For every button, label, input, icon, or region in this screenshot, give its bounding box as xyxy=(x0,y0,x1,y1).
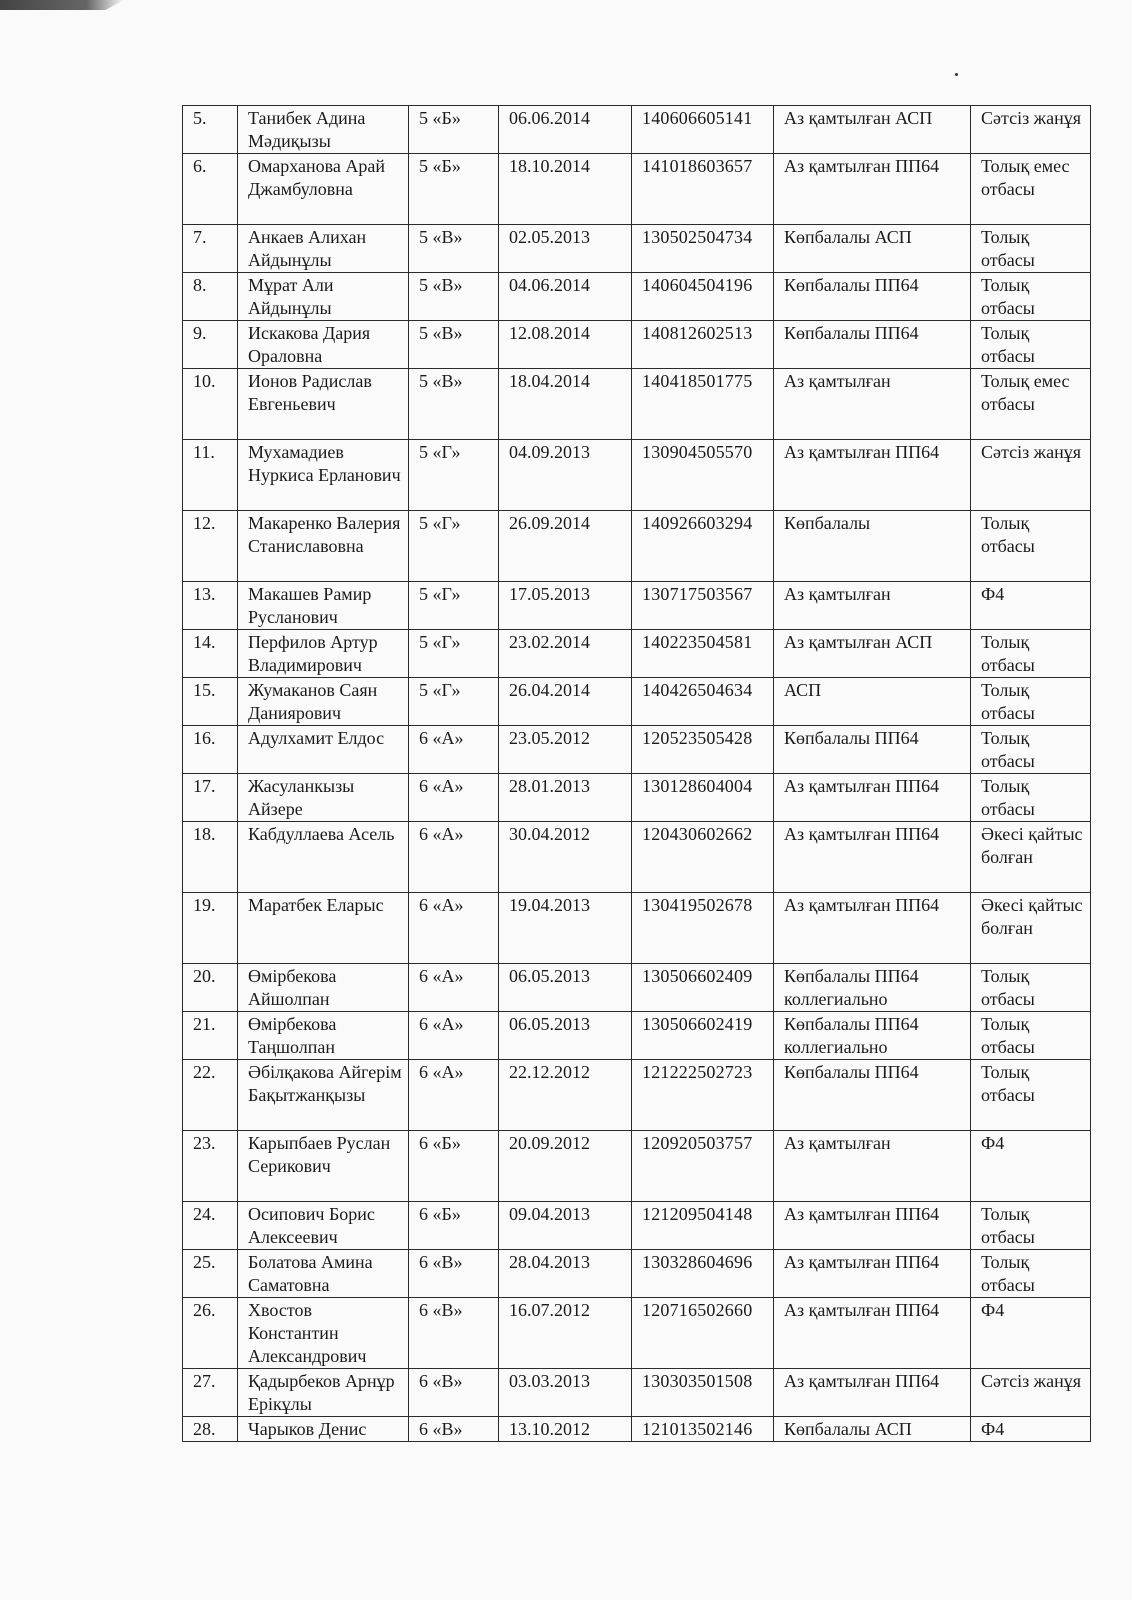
student-name: Чарыков Денис xyxy=(238,1417,409,1442)
social-status: Аз қамтылған ПП64 xyxy=(774,774,971,822)
student-name: Перфилов Артур Владимирович xyxy=(238,630,409,678)
family-status: Ф4 xyxy=(971,582,1091,630)
class-grade: 6 «А» xyxy=(409,964,499,1012)
social-status: Көпбалалы xyxy=(774,511,971,582)
iin-number: 130506602409 xyxy=(632,964,774,1012)
table-row xyxy=(183,1250,1091,1298)
family-status: Әкесі қайтыс болған xyxy=(971,893,1091,964)
iin-number: 140812602513 xyxy=(632,321,774,369)
student-name: Әбілқакова Айгерім Бақытжанқызы xyxy=(238,1060,409,1131)
birth-date: 18.10.2014 xyxy=(499,154,632,225)
birth-date: 26.09.2014 xyxy=(499,511,632,582)
family-status: Толық отбасы xyxy=(971,511,1091,582)
table-row xyxy=(183,678,1091,726)
social-status: Көпбалалы ПП64 xyxy=(774,726,971,774)
table-row xyxy=(183,774,1091,822)
row-number: 18. xyxy=(183,822,238,893)
social-status: Көпбалалы ПП64 xyxy=(774,321,971,369)
class-grade: 5 «В» xyxy=(409,369,499,440)
table-row xyxy=(183,1369,1091,1417)
birth-date: 30.04.2012 xyxy=(499,822,632,893)
table-row xyxy=(183,154,1091,225)
iin-number: 141018603657 xyxy=(632,154,774,225)
birth-date: 16.07.2012 xyxy=(499,1298,632,1369)
birth-date: 26.04.2014 xyxy=(499,678,632,726)
row-number: 19. xyxy=(183,893,238,964)
social-status: Көпбалалы ПП64 xyxy=(774,273,971,321)
social-status: Аз қамтылған ПП64 xyxy=(774,822,971,893)
iin-number: 120430602662 xyxy=(632,822,774,893)
family-status: Толық отбасы xyxy=(971,678,1091,726)
row-number: 23. xyxy=(183,1131,238,1202)
class-grade: 5 «В» xyxy=(409,225,499,273)
table-row xyxy=(183,106,1091,154)
family-status: Ф4 xyxy=(971,1417,1091,1442)
social-status: Аз қамтылған АСП xyxy=(774,106,971,154)
class-grade: 6 «В» xyxy=(409,1298,499,1369)
family-status: Ф4 xyxy=(971,1298,1091,1369)
class-grade: 5 «Г» xyxy=(409,630,499,678)
row-number: 27. xyxy=(183,1369,238,1417)
student-name: Мұрат Али Айдынұлы xyxy=(238,273,409,321)
social-status: Көпбалалы ПП64 xyxy=(774,1060,971,1131)
family-status: Толық отбасы xyxy=(971,273,1091,321)
birth-date: 06.06.2014 xyxy=(499,106,632,154)
social-status: Аз қамтылған xyxy=(774,369,971,440)
birth-date: 18.04.2014 xyxy=(499,369,632,440)
family-status: Толық отбасы xyxy=(971,1250,1091,1298)
iin-number: 140926603294 xyxy=(632,511,774,582)
social-status: Аз қамтылған ПП64 xyxy=(774,154,971,225)
row-number: 5. xyxy=(183,106,238,154)
scan-speck xyxy=(955,73,958,76)
class-grade: 5 «Г» xyxy=(409,440,499,511)
table-row xyxy=(183,321,1091,369)
class-grade: 6 «В» xyxy=(409,1417,499,1442)
row-number: 12. xyxy=(183,511,238,582)
row-number: 22. xyxy=(183,1060,238,1131)
social-status: Аз қамтылған ПП64 xyxy=(774,1250,971,1298)
birth-date: 17.05.2013 xyxy=(499,582,632,630)
table-row xyxy=(183,893,1091,964)
class-grade: 6 «А» xyxy=(409,1060,499,1131)
student-name: Мухамадиев Нуркиса Ерланович xyxy=(238,440,409,511)
family-status: Сәтсіз жанұя xyxy=(971,440,1091,511)
student-name: Өмірбекова Таңшолпан xyxy=(238,1012,409,1060)
birth-date: 09.04.2013 xyxy=(499,1202,632,1250)
student-name: Макашев Рамир Русланович xyxy=(238,582,409,630)
iin-number: 120523505428 xyxy=(632,726,774,774)
birth-date: 03.03.2013 xyxy=(499,1369,632,1417)
social-status: Аз қамтылған ПП64 xyxy=(774,1202,971,1250)
row-number: 14. xyxy=(183,630,238,678)
social-status: Көпбалалы АСП xyxy=(774,1417,971,1442)
social-status: Көпбалалы АСП xyxy=(774,225,971,273)
social-status: Аз қамтылған xyxy=(774,1131,971,1202)
birth-date: 04.06.2014 xyxy=(499,273,632,321)
student-name: Искакова Дария Ораловна xyxy=(238,321,409,369)
table-row xyxy=(183,822,1091,893)
student-register-table xyxy=(182,105,1091,1442)
student-name: Карыпбаев Руслан Серикович xyxy=(238,1131,409,1202)
family-status: Ф4 xyxy=(971,1131,1091,1202)
family-status: Толық отбасы xyxy=(971,630,1091,678)
class-grade: 6 «В» xyxy=(409,1250,499,1298)
table-row xyxy=(183,1417,1091,1442)
iin-number: 121013502146 xyxy=(632,1417,774,1442)
family-status: Әкесі қайтыс болған xyxy=(971,822,1091,893)
class-grade: 5 «Б» xyxy=(409,106,499,154)
table-row xyxy=(183,511,1091,582)
student-name: Танибек Адина Мәдиқызы xyxy=(238,106,409,154)
family-status: Толық отбасы xyxy=(971,1012,1091,1060)
row-number: 10. xyxy=(183,369,238,440)
iin-number: 121209504148 xyxy=(632,1202,774,1250)
iin-number: 121222502723 xyxy=(632,1060,774,1131)
table-row xyxy=(183,726,1091,774)
iin-number: 120716502660 xyxy=(632,1298,774,1369)
student-name: Жасуланкызы Айзере xyxy=(238,774,409,822)
iin-number: 130128604004 xyxy=(632,774,774,822)
social-status: Аз қамтылған xyxy=(774,582,971,630)
social-status: Көпбалалы ПП64 коллегиально xyxy=(774,964,971,1012)
student-name: Қадырбеков Арнұр Ерікұлы xyxy=(238,1369,409,1417)
class-grade: 6 «А» xyxy=(409,822,499,893)
class-grade: 6 «Б» xyxy=(409,1131,499,1202)
birth-date: 28.01.2013 xyxy=(499,774,632,822)
row-number: 17. xyxy=(183,774,238,822)
table-row xyxy=(183,1012,1091,1060)
social-status: Аз қамтылған АСП xyxy=(774,630,971,678)
row-number: 11. xyxy=(183,440,238,511)
table-row xyxy=(183,1060,1091,1131)
social-status: Көпбалалы ПП64 коллегиально xyxy=(774,1012,971,1060)
class-grade: 6 «А» xyxy=(409,1012,499,1060)
table-row xyxy=(183,630,1091,678)
table-row xyxy=(183,273,1091,321)
iin-number: 140606605141 xyxy=(632,106,774,154)
row-number: 16. xyxy=(183,726,238,774)
class-grade: 5 «В» xyxy=(409,273,499,321)
class-grade: 6 «А» xyxy=(409,726,499,774)
social-status: Аз қамтылған ПП64 xyxy=(774,440,971,511)
family-status: Сәтсіз жанұя xyxy=(971,1369,1091,1417)
table-row xyxy=(183,1202,1091,1250)
row-number: 26. xyxy=(183,1298,238,1369)
student-name: Хвостов Константин Александрович xyxy=(238,1298,409,1369)
birth-date: 19.04.2013 xyxy=(499,893,632,964)
student-name: Адулхамит Елдос xyxy=(238,726,409,774)
family-status: Сәтсіз жанұя xyxy=(971,106,1091,154)
class-grade: 5 «Б» xyxy=(409,154,499,225)
student-name: Кабдуллаева Асель xyxy=(238,822,409,893)
birth-date: 04.09.2013 xyxy=(499,440,632,511)
iin-number: 130506602419 xyxy=(632,1012,774,1060)
birth-date: 02.05.2013 xyxy=(499,225,632,273)
row-number: 21. xyxy=(183,1012,238,1060)
class-grade: 5 «Г» xyxy=(409,582,499,630)
family-status: Толық емес отбасы xyxy=(971,154,1091,225)
iin-number: 120920503757 xyxy=(632,1131,774,1202)
birth-date: 22.12.2012 xyxy=(499,1060,632,1131)
iin-number: 140223504581 xyxy=(632,630,774,678)
table-body xyxy=(183,106,1091,1442)
family-status: Толық отбасы xyxy=(971,1060,1091,1131)
student-name: Омарханова Арай Джамбуловна xyxy=(238,154,409,225)
table-row xyxy=(183,582,1091,630)
class-grade: 5 «В» xyxy=(409,321,499,369)
row-number: 13. xyxy=(183,582,238,630)
row-number: 28. xyxy=(183,1417,238,1442)
family-status: Толық отбасы xyxy=(971,774,1091,822)
iin-number: 130502504734 xyxy=(632,225,774,273)
birth-date: 12.08.2014 xyxy=(499,321,632,369)
student-name: Жумаканов Саян Даниярович xyxy=(238,678,409,726)
student-name: Анкаев Алихан Айдынұлы xyxy=(238,225,409,273)
table-row xyxy=(183,225,1091,273)
family-status: Толық отбасы xyxy=(971,321,1091,369)
class-grade: 6 «В» xyxy=(409,1369,499,1417)
iin-number: 140426504634 xyxy=(632,678,774,726)
class-grade: 6 «А» xyxy=(409,893,499,964)
social-status: АСП xyxy=(774,678,971,726)
iin-number: 130328604696 xyxy=(632,1250,774,1298)
social-status: Аз қамтылған ПП64 xyxy=(774,893,971,964)
iin-number: 140604504196 xyxy=(632,273,774,321)
iin-number: 130904505570 xyxy=(632,440,774,511)
birth-date: 28.04.2013 xyxy=(499,1250,632,1298)
student-name: Болатова Амина Саматовна xyxy=(238,1250,409,1298)
student-name: Маратбек Еларыс xyxy=(238,893,409,964)
row-number: 15. xyxy=(183,678,238,726)
table-row xyxy=(183,1298,1091,1369)
student-name: Ионов Радислав Евгеньевич xyxy=(238,369,409,440)
table-row xyxy=(183,964,1091,1012)
class-grade: 6 «Б» xyxy=(409,1202,499,1250)
student-name: Осипович Борис Алексеевич xyxy=(238,1202,409,1250)
class-grade: 6 «А» xyxy=(409,774,499,822)
family-status: Толық отбасы xyxy=(971,1202,1091,1250)
iin-number: 130717503567 xyxy=(632,582,774,630)
birth-date: 20.09.2012 xyxy=(499,1131,632,1202)
scan-edge-mark xyxy=(0,0,124,10)
iin-number: 130419502678 xyxy=(632,893,774,964)
birth-date: 06.05.2013 xyxy=(499,964,632,1012)
row-number: 9. xyxy=(183,321,238,369)
iin-number: 140418501775 xyxy=(632,369,774,440)
birth-date: 13.10.2012 xyxy=(499,1417,632,1442)
student-name: Макаренко Валерия Станиславовна xyxy=(238,511,409,582)
row-number: 7. xyxy=(183,225,238,273)
table-row xyxy=(183,1131,1091,1202)
row-number: 8. xyxy=(183,273,238,321)
family-status: Толық отбасы xyxy=(971,726,1091,774)
table-row xyxy=(183,369,1091,440)
social-status: Аз қамтылған ПП64 xyxy=(774,1298,971,1369)
birth-date: 23.05.2012 xyxy=(499,726,632,774)
row-number: 6. xyxy=(183,154,238,225)
class-grade: 5 «Г» xyxy=(409,678,499,726)
row-number: 24. xyxy=(183,1202,238,1250)
table-row xyxy=(183,440,1091,511)
iin-number: 130303501508 xyxy=(632,1369,774,1417)
class-grade: 5 «Г» xyxy=(409,511,499,582)
family-status: Толық емес отбасы xyxy=(971,369,1091,440)
student-name: Өмірбекова Айшолпан xyxy=(238,964,409,1012)
row-number: 25. xyxy=(183,1250,238,1298)
social-status: Аз қамтылған ПП64 xyxy=(774,1369,971,1417)
family-status: Толық отбасы xyxy=(971,225,1091,273)
row-number: 20. xyxy=(183,964,238,1012)
birth-date: 06.05.2013 xyxy=(499,1012,632,1060)
family-status: Толық отбасы xyxy=(971,964,1091,1012)
birth-date: 23.02.2014 xyxy=(499,630,632,678)
